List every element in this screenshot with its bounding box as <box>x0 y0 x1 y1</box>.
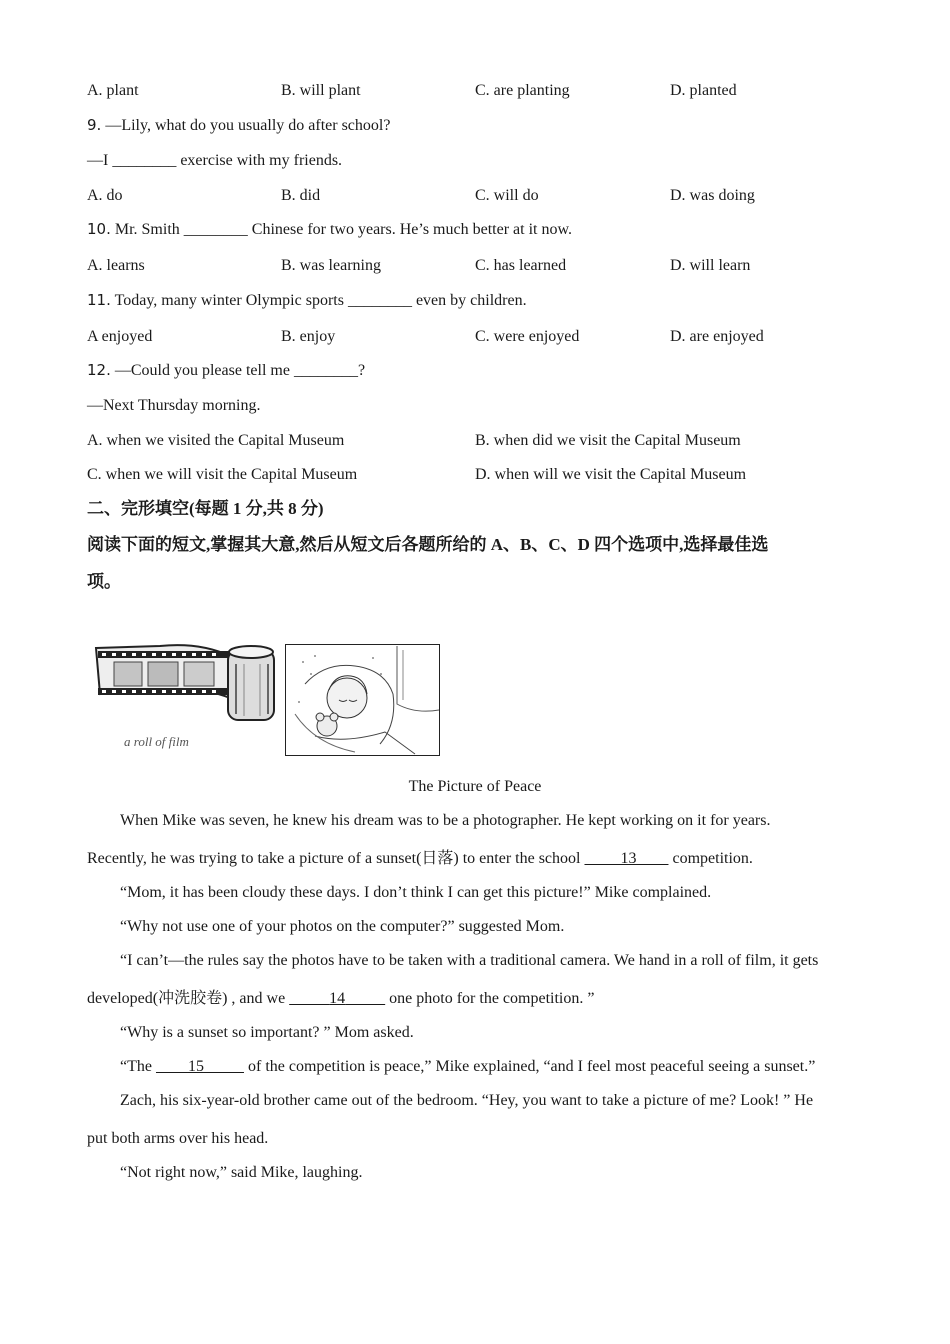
sleeping-child-illustration <box>285 644 440 756</box>
q10-option-d[interactable]: D. will learn <box>670 257 751 274</box>
q11-option-a[interactable]: A enjoyed <box>87 328 153 345</box>
passage-p1-line2 <box>87 849 753 869</box>
q12-option-b[interactable]: B. when did we visit the Capital Museum <box>475 432 741 449</box>
q10-option-c[interactable]: C. has learned <box>475 257 567 274</box>
passage-p2: “Mom, it has been cloudy these days. I don’t think I can get this picture!” Mike complained. <box>120 884 712 901</box>
blank-14-number: 14 <box>329 990 346 1007</box>
passage-p3: “Why not use one of your photos on the computer?” suggested Mom. <box>120 918 565 935</box>
section-instruction-line2: 项。 <box>87 572 121 591</box>
q12-option-c[interactable]: C. when we will visit the Capital Museum <box>87 466 358 483</box>
sleeping-child-figure <box>285 644 440 756</box>
film-roll-figure <box>90 638 282 756</box>
q10-prompt-line <box>87 219 572 240</box>
blank-15[interactable] <box>156 1057 244 1077</box>
q9-option-c[interactable]: C. will do <box>475 187 539 204</box>
q12-reply: —Next Thursday morning. <box>87 397 261 414</box>
q9-option-a[interactable]: A. do <box>87 187 123 204</box>
q12-prompt: —Could you please tell me ________? <box>114 362 366 379</box>
section-instruction-line1: 阅读下面的短文,掌握其大意,然后从短文后各题所给的 A、B、C、D 四个选项中,选择最佳选 <box>87 535 769 554</box>
blank-15-number: 15 <box>187 1058 204 1075</box>
passage-p4-line1: “I can’t—the rules say the photos have to be taken with a traditional camera. We hand in a roll of film, it gets <box>120 952 819 969</box>
passage-p6-b: of the competition is peace,” Mike explained, “and I feel most peaceful seeing a sunset.” <box>243 1058 816 1075</box>
passage-p7-line1: Zach, his six-year-old brother came out of the bedroom. “Hey, you want to take a picture of me? Look! ” He <box>120 1092 814 1109</box>
passage-p1-line2-a: Recently, he was trying to take a picture of a sunset(日落) to enter the school <box>87 850 585 867</box>
section-title: 二、完形填空(每题 1 分,共 8 分) <box>87 499 324 518</box>
passage-p8: “Not right now,” said Mike, laughing. <box>120 1164 363 1181</box>
blank-14[interactable] <box>289 989 385 1009</box>
q9-reply: —I ________ exercise with my friends. <box>87 152 343 169</box>
q8-option-a[interactable]: A. plant <box>87 82 139 99</box>
q9-option-b[interactable]: B. did <box>281 187 321 204</box>
passage-p6 <box>120 1057 815 1077</box>
passage-p4-line2-a: developed(冲洗胶卷) , and we <box>87 990 290 1007</box>
q8-option-c[interactable]: C. are planting <box>475 82 570 99</box>
q11-number: 11. <box>87 291 111 309</box>
passage-title: The Picture of Peace <box>408 778 542 795</box>
q10-option-a[interactable]: A. learns <box>87 257 145 274</box>
q9-option-d[interactable]: D. was doing <box>670 187 755 204</box>
film-caption: a roll of film <box>124 734 189 749</box>
q11-prompt-line <box>87 290 527 311</box>
q11-option-d[interactable]: D. are enjoyed <box>670 328 764 345</box>
passage-p4-line2 <box>87 989 594 1009</box>
q10-prompt: Mr. Smith ________ Chinese for two years. He’s much better at it now. <box>114 221 572 238</box>
q9-number: 9. <box>87 116 102 134</box>
passage-p5: “Why is a sunset so important? ” Mom asked. <box>120 1024 414 1041</box>
q8-option-d[interactable]: D. planted <box>670 82 737 99</box>
passage-p6-a: “The <box>120 1058 156 1075</box>
passage-p4-line2-b: one photo for the competition. ” <box>385 990 595 1007</box>
q12-option-d[interactable]: D. when will we visit the Capital Museum <box>475 466 747 483</box>
blank-13[interactable] <box>584 849 668 869</box>
q8-option-b[interactable]: B. will plant <box>281 82 361 99</box>
q11-option-c[interactable]: C. were enjoyed <box>475 328 580 345</box>
q11-prompt: Today, many winter Olympic sports ________ even by children. <box>114 292 527 309</box>
q9-prompt: —Lily, what do you usually do after school? <box>105 117 391 134</box>
passage-p1-line2-b: competition. <box>668 850 753 867</box>
passage-p7-line2: put both arms over his head. <box>87 1130 269 1147</box>
blank-13-number: 13 <box>620 850 637 867</box>
q12-prompt-line <box>87 360 365 381</box>
q10-option-b[interactable]: B. was learning <box>281 257 381 274</box>
q9-prompt-line <box>87 115 390 136</box>
q10-number: 10. <box>87 220 111 238</box>
q12-number: 12. <box>87 361 111 379</box>
q12-option-a[interactable]: A. when we visited the Capital Museum <box>87 432 345 449</box>
passage-p1-line1: When Mike was seven, he knew his dream was to be a photographer. He kept working on it for years. <box>120 812 771 829</box>
q11-option-b[interactable]: B. enjoy <box>281 328 336 345</box>
